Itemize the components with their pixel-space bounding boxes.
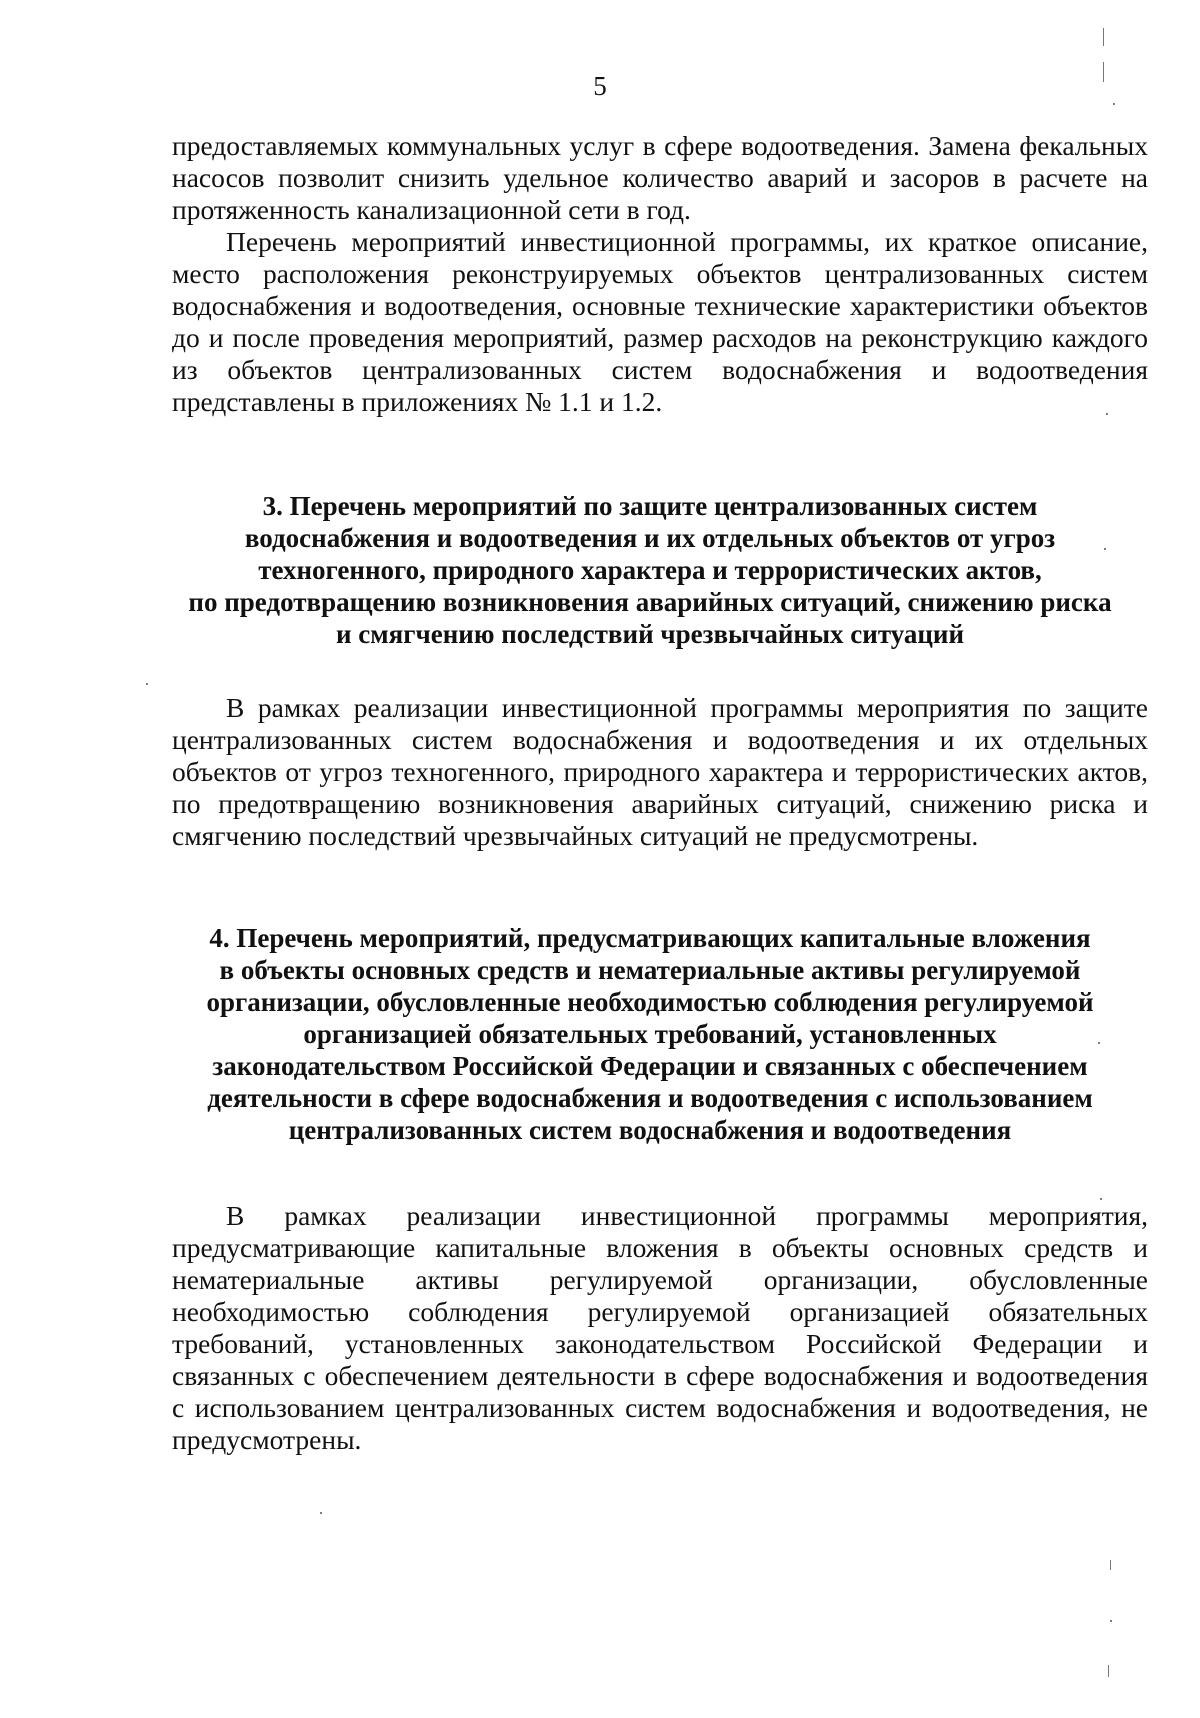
section-4-heading-line: организации, обусловленные необходимостью соблюдения регулируемой [206,987,1094,1017]
scan-speck [1113,103,1115,105]
scan-speck [1106,413,1108,415]
scan-speck [1098,1042,1100,1044]
paragraph-program-list: Перечень мероприятий инвестиционной программы, их краткое описание, место расположения реконструируемых объектов централизованных систем водоснабжения и водоотведения, основные технические характеристики объектов до и после проведения мероприятий, размер расходов на реконструкцию каждого из объектов централизованных систем водоснабжения и водоотведения представлены в приложениях № 1.1 и 1.2. [172,226,1148,417]
section-3-heading-line: по предотвращению возникновения аварийных ситуаций, снижению риска [188,587,1112,617]
scan-edge-mark [1110,1560,1111,1570]
scan-speck [320,1512,322,1514]
section-3-heading-line: 3. Перечень мероприятий по защите централизованных систем [262,491,1038,521]
section-4-heading-line: законодательством Российской Федерации и связанных с обеспечением [212,1051,1088,1081]
intro-block [172,130,1148,418]
section-4-heading-line: в объекты основных средств и нематериальные активы регулируемой [219,955,1081,985]
scan-edge-mark [1103,28,1104,46]
section-4-heading-line: организацией обязательных требований, установленных [303,1019,997,1049]
section-3-heading-line: водоснабжения и водоотведения и их отдельных объектов от угроз [244,523,1056,553]
section-4-paragraph: В рамках реализации инвестиционной программы мероприятия, предусматривающие капитальные вложения в объекты основных средств и нематериальные активы регулируемой организации, обусловленные необходимостью соблюдения регулируемой организацией обязательных требований, установленных законодательством Российской Федерации и связанных с обеспечением деятельности в сфере водоснабжения и водоотведения с использованием централизованных систем водоснабжения и водоотведения, не предусмотрены. [172,1200,1148,1455]
section-3-body [172,692,1148,852]
scan-speck [146,683,148,685]
scan-speck [1110,1620,1112,1622]
section-4-body [172,1200,1148,1456]
section-3-paragraph: В рамках реализации инвестиционной программы мероприятия по защите централизованных систем водоснабжения и водоотведения и их отдельных объектов от угроз техногенного, природного характера и террористических актов, по предотвращению возникновения аварийных ситуаций, снижению риска и смягчению последствий чрезвычайных ситуаций не предусмотрены. [172,692,1148,851]
scan-edge-mark [1108,1665,1109,1677]
scan-edge-mark [1103,62,1104,82]
paragraph-continuation: предоставляемых коммунальных услуг в сфере водоотведения. Замена фекальных насосов позволит снизить удельное количество аварий и засоров в расчете на протяженность канализационной сети в год. [172,130,1148,225]
scan-speck [1104,548,1106,550]
section-4-heading [150,922,1150,1146]
page-number: 5 [593,71,607,101]
section-4-heading-line: централизованных систем водоснабжения и водоотведения [288,1115,1012,1145]
section-3-heading-line: и смягчению последствий чрезвычайных ситуаций [335,619,965,649]
section-3-heading [150,490,1150,650]
section-4-heading-line: деятельности в сфере водоснабжения и водоотведения с использованием [207,1083,1093,1113]
section-4-heading-line: 4. Перечень мероприятий, предусматривающих капитальные вложения [209,923,1091,953]
section-3-heading-line: техногенного, природного характера и террористических актов, [258,555,1042,585]
scan-speck [1100,1198,1102,1200]
